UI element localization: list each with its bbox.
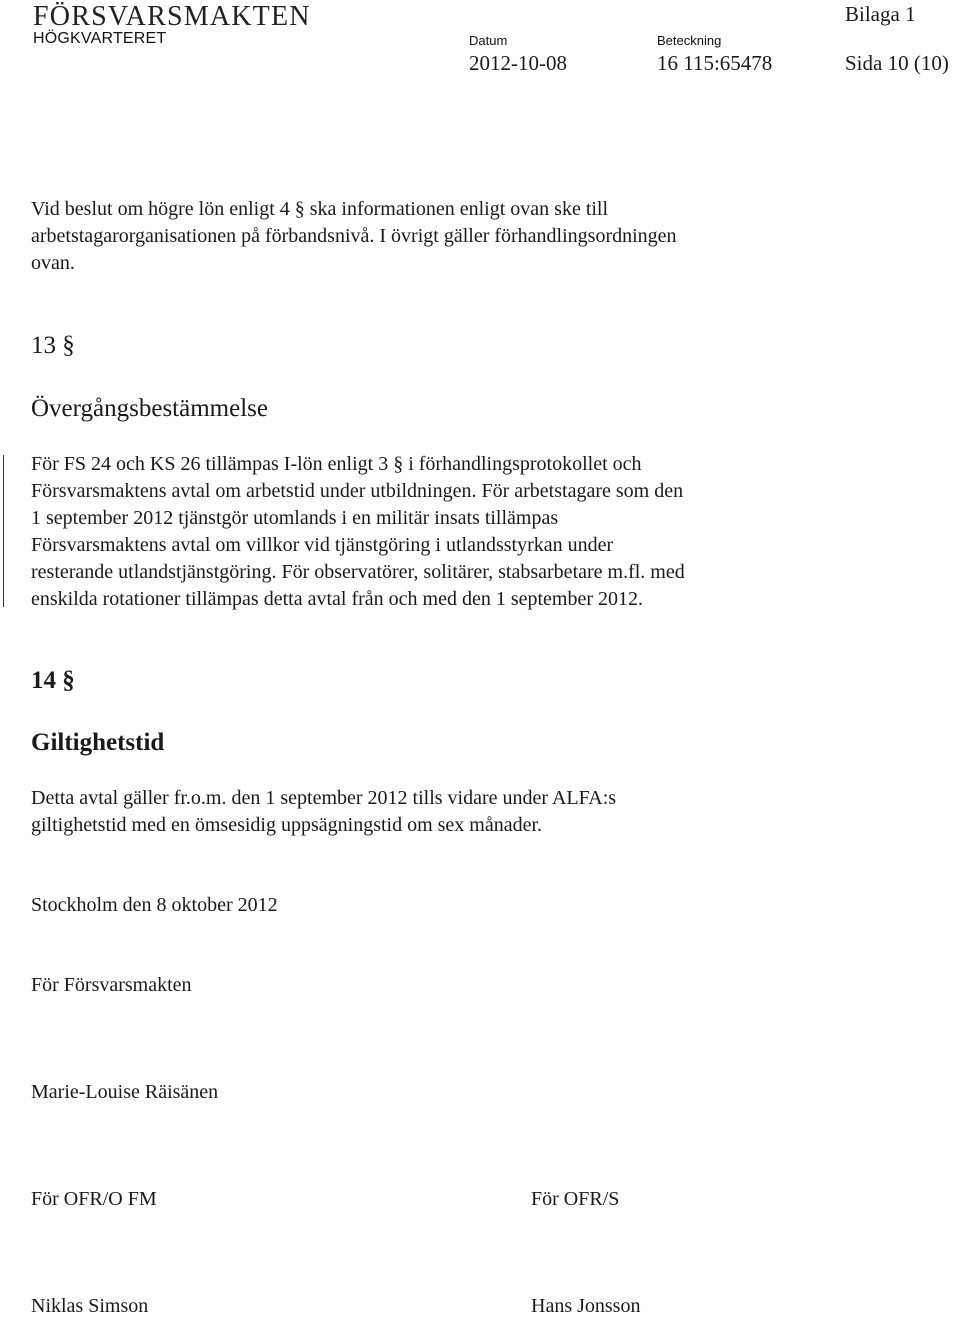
text-line: För FS 24 och KS 26 tillämpas I-lön enligt 3 § i förhandlingsprotokollet och: [31, 453, 642, 475]
page-number: Sida 10 (10): [845, 51, 949, 75]
appendix-label: Bilaga 1: [845, 2, 916, 26]
text-line: 1 september 2012 tjänstgör utomlands i en militär insats tillämpas: [31, 507, 559, 529]
text-line: arbetstagarorganisationen på förbandsnivå. I övrigt gäller förhandlingsordningen: [31, 225, 677, 247]
signatory-organization: För OFR/O FM: [31, 1188, 157, 1210]
text-line: giltighetstid med en ömsesidig uppsägningstid om sex månader.: [31, 814, 543, 836]
text-line: Detta avtal gäller fr.o.m. den 1 september 2012 tills vidare under ALFA:s: [31, 787, 617, 809]
text-line: ovan.: [31, 252, 75, 274]
signatory-name: Hans Jonsson: [531, 1295, 641, 1317]
place-and-date: Stockholm den 8 oktober 2012: [31, 894, 278, 916]
text-line: resterande utlandstjänstgöring. För observatörer, solitärer, stabsarbetare m.fl. med: [31, 561, 685, 583]
text-line: Försvarsmaktens avtal om villkor vid tjänstgöring i utlandsstyrkan under: [31, 534, 614, 556]
signatory-name: Niklas Simson: [31, 1295, 149, 1317]
text-line: Vid beslut om högre lön enligt 4 § ska informationen enligt ovan ske till: [31, 198, 609, 220]
section-paragraph: [31, 785, 616, 839]
text-line: enskilda rotationer tillämpas detta avtal från och med den 1 september 2012.: [31, 588, 644, 610]
reference-value: 16 115:65478: [657, 51, 773, 75]
organization-unit: HÖGKVARTERET: [33, 30, 167, 47]
section-title: Giltighetstid: [31, 729, 165, 756]
section-title: Övergångsbestämmelse: [31, 395, 268, 422]
section-number: 13 §: [31, 332, 75, 359]
section-paragraph: [31, 451, 685, 613]
signatory-name: Marie-Louise Räisänen: [31, 1081, 219, 1103]
signatory-organization: För OFR/S: [531, 1188, 620, 1210]
date-value: 2012-10-08: [469, 51, 567, 75]
section-number: 14 §: [31, 667, 75, 694]
date-label: Datum: [469, 33, 508, 48]
reference-label: Beteckning: [657, 33, 722, 48]
revision-bar: [3, 455, 4, 607]
intro-paragraph: [31, 196, 677, 277]
organization-name: FÖRSVARSMAKTEN: [33, 1, 311, 32]
text-line: Försvarsmaktens avtal om arbetstid under utbildningen. För arbetstagare som den: [31, 480, 684, 502]
signatory-organization: För Försvarsmakten: [31, 974, 192, 996]
